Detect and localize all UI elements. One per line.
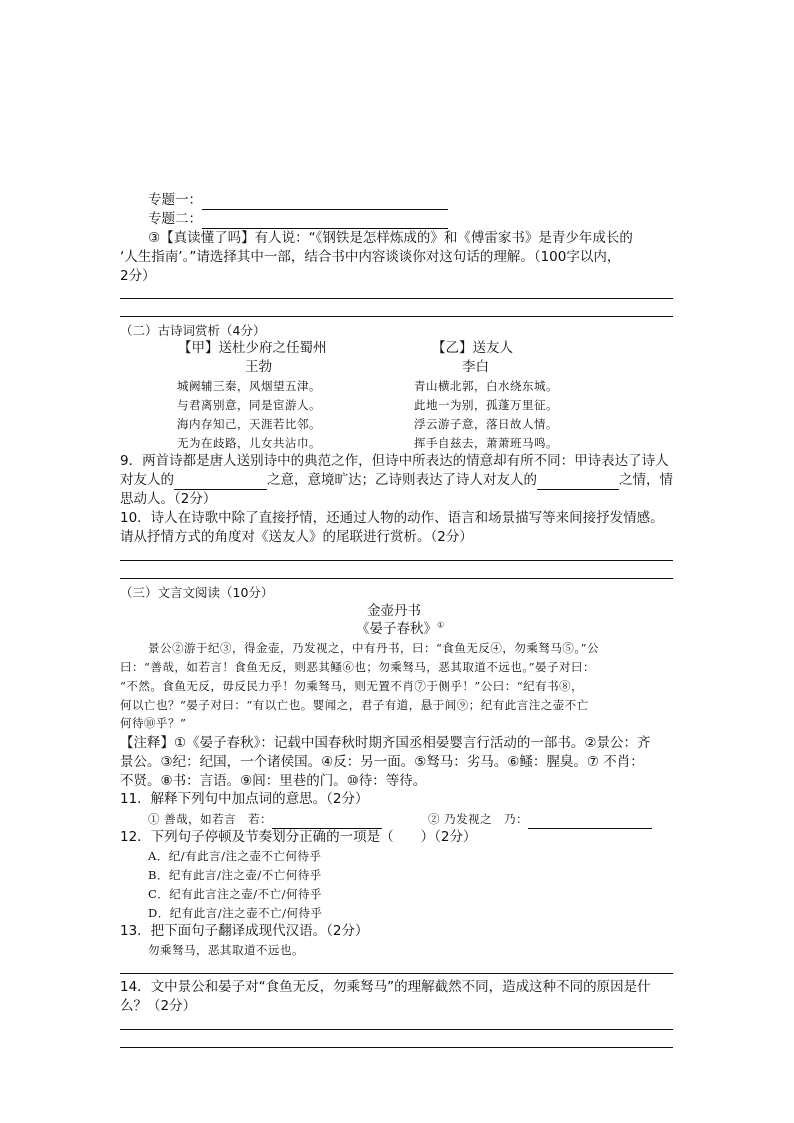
topic-two-row — [148, 210, 448, 229]
classical-source — [356, 620, 444, 639]
q3-line1: ③【真读懂了吗】有人说：“《钢铁是怎样炼成的》和《傅雷家书》是青少年成长的 — [148, 230, 633, 246]
poem-yi-title: 【乙】送友人 — [432, 340, 513, 356]
classical-text-line: 曰：“善哉，如若言！食鱼无反，则恶其鳋⑥也；勿乘驽马，恶其取道不远也。”晏子对曰： — [120, 660, 596, 674]
topic-one-blank[interactable] — [202, 195, 448, 210]
poem-jia-line: 海内存知己，天涯若比邻。 — [177, 417, 321, 431]
q11-item2 — [428, 810, 652, 829]
poem-yi-author: 李白 — [462, 359, 489, 375]
q14-answer-line-1[interactable] — [120, 1029, 673, 1030]
classical-text-line: 何以亡也？”晏子对曰：“有以亡也。婴闻之，君子有道，悬于闾⑨；纪有此言注之壶不亡 — [120, 698, 589, 712]
q14-line1: 14．文中景公和晏子对“食鱼无反，勿乘驽马”的理解截然不同，造成这种不同的原因是什 — [120, 979, 651, 995]
poem-jia-line: 城阙辅三秦，风烟望五津。 — [177, 379, 321, 393]
q9-blank-1[interactable] — [174, 475, 267, 490]
poetry-heading: （二）古诗词赏析（4分） — [120, 323, 266, 338]
q3-answer-line-1[interactable] — [120, 298, 673, 299]
q13-stem: 13．把下面句子翻译成现代汉语。（2分） — [120, 923, 369, 939]
q12-option-c[interactable]: C．纪有此言注之壶/不亡/何待乎 — [148, 887, 323, 901]
poem-yi-line: 此地一为别，孤蓬万里征。 — [414, 398, 558, 412]
q11-blank-2[interactable] — [528, 814, 652, 829]
notes-line1: 【注释】①《晏子春秋》：记载中国春秋时期齐国丞相晏婴言行活动的一部书。②景公：齐 — [120, 735, 651, 751]
q12-option-a[interactable]: A．纪/有此言/注之壶不亡何待乎 — [148, 849, 322, 863]
q9-line2 — [120, 471, 673, 490]
q13-answer-line[interactable] — [120, 973, 673, 974]
q3-line2: ‘人生指南’。”请选择其中一部，结合书中内容谈谈你对这句话的理解。（100字以内， — [120, 249, 621, 265]
q11-blank-1[interactable] — [272, 814, 382, 829]
q3-answer-line-2[interactable] — [120, 316, 673, 317]
q10-answer-line-2[interactable] — [120, 578, 673, 579]
q9-line2-part2: 之意，意境旷达；乙诗则表达了诗人对友人的 — [267, 472, 537, 488]
q9-blank-2[interactable] — [537, 475, 619, 490]
q10-line1: 10．诗人在诗歌中除了直接抒情，还通过人物的动作、语言和场景描写等来间接抒发情感。 — [120, 510, 664, 526]
q11-item1 — [148, 810, 382, 829]
poem-jia-line: 无为在歧路，儿女共沾巾。 — [177, 436, 321, 450]
poem-jia-line: 与君离别意，同是宦游人。 — [177, 398, 321, 412]
classical-text-line: 何待⑩乎？” — [120, 716, 187, 730]
q9-line2-part1: 对友人的 — [120, 472, 174, 488]
classical-text-line: “不然。食鱼无反，毋反民力乎！勿乘驽马，则无置不肖⑦于侧乎！”公曰：“纪有书⑧， — [120, 679, 584, 693]
q13-sentence: 勿乘驽马，恶其取道不远也。 — [148, 943, 304, 957]
q10-answer-line-1[interactable] — [120, 560, 673, 561]
topic-two-blank[interactable] — [202, 214, 448, 229]
topic-one-label: 专题一： — [148, 192, 202, 208]
q3-line3: 2分） — [120, 268, 156, 284]
q11-item1-text: ① 善哉，如若言 若： — [148, 812, 273, 826]
q14-answer-line-2[interactable] — [120, 1047, 673, 1048]
q11-stem: 11．解释下列句中加点词的意思。（2分） — [120, 791, 369, 807]
q12-stem: 12．下列句子停顿及节奏划分正确的一项是（ ）（2分） — [120, 829, 477, 845]
poem-yi-line: 挥手自兹去，萧萧班马鸣。 — [414, 436, 558, 450]
q10-line2: 请从抒情方式的角度对《送友人》的尾联进行赏析。（2分） — [120, 529, 473, 545]
q12-option-d[interactable]: D．纪有此言/注之壶不亡/何待乎 — [148, 906, 323, 920]
classical-source-note-mark: ① — [437, 620, 445, 630]
poem-jia-title: 【甲】送杜少府之任蜀州 — [178, 340, 327, 356]
q11-item2-text: ② 乃发视之 乃： — [428, 812, 529, 826]
classical-title: 金壶丹书 — [367, 603, 421, 619]
q12-option-b[interactable]: B．纪有此言/注之壶/不亡何待乎 — [148, 868, 322, 882]
q14-line2: 么？（2分） — [120, 998, 197, 1014]
classical-source-text: 《晏子春秋》 — [356, 621, 437, 637]
q9-line2-part3: 之情，情 — [619, 472, 673, 488]
topic-two-label: 专题二： — [148, 211, 202, 227]
notes-line3: 不贤。⑧书：言语。⑨闾：里巷的门。⑩待：等待。 — [120, 773, 427, 789]
poem-yi-line: 青山横北郭，白水绕东城。 — [414, 379, 558, 393]
poem-jia-author: 王勃 — [245, 359, 272, 375]
q9-line1: 9．两首诗都是唐人送别诗中的典范之作，但诗中所表达的情意却有所不同：甲诗表达了诗人 — [120, 453, 669, 469]
classical-text-line: 景公②游于纪③，得金壶，乃发视之，中有丹书，曰：“食鱼无反④，勿乘驽马⑤。”公 — [148, 641, 600, 655]
poem-yi-line: 浮云游子意，落日故人情。 — [414, 417, 558, 431]
q9-line3: 思动人。（2分） — [120, 491, 217, 507]
notes-line2: 景公。③纪：纪国，一个诸侯国。④反：另一面。⑤驽马：劣马。⑥鳋：腥臭。⑦ 不肖： — [120, 754, 644, 770]
topic-one-row — [148, 191, 448, 210]
classical-heading: （三）文言文阅读（10分） — [120, 585, 274, 600]
